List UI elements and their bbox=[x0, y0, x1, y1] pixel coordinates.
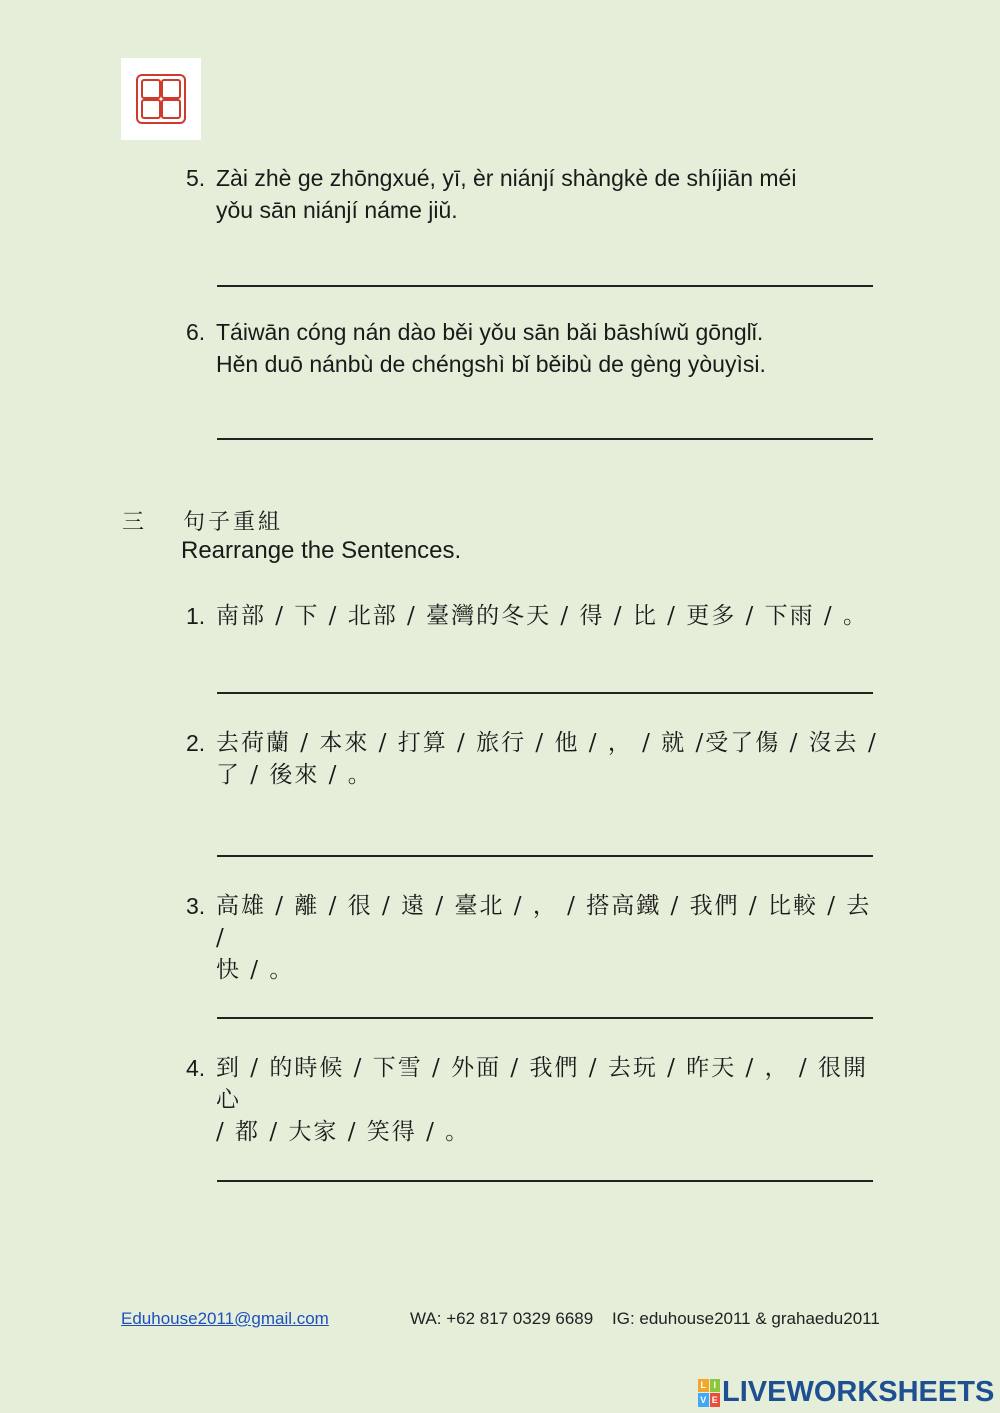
answer-line-5[interactable] bbox=[217, 285, 873, 287]
question-text-line: Táiwān cóng nán dào běi yǒu sān bǎi bāshíwǔ gōnglǐ. bbox=[216, 319, 764, 345]
liveworksheets-text: LIVEWORKSHEETS bbox=[722, 1376, 995, 1408]
question-5 bbox=[186, 162, 886, 226]
answer-line-6[interactable] bbox=[217, 438, 873, 440]
question-text-line: 高雄 / 離 / 很 / 遠 / 臺北 / ， / 搭高鐵 / 我們 / 比較 / 去 / bbox=[216, 893, 872, 951]
question-text-line: / 都 / 大家 / 笑得 / 。 bbox=[216, 1119, 471, 1145]
question-text-line: 去荷蘭 / 本來 / 打算 / 旅行 / 他 / ， / 就 /受了傷 / 沒去 / bbox=[216, 730, 878, 756]
rearrange-item-1 bbox=[186, 600, 886, 632]
rearrange-item-2 bbox=[186, 727, 886, 791]
question-text-line: yǒu sān niánjí náme jiǔ. bbox=[216, 197, 458, 223]
section-number: 三 bbox=[122, 510, 147, 535]
section-title-chinese: 句子重組 bbox=[183, 510, 284, 535]
question-text-line: 了 / 後來 / 。 bbox=[216, 762, 373, 788]
question-number: 3. bbox=[186, 893, 206, 919]
question-number: 2. bbox=[186, 730, 206, 756]
answer-line-r2[interactable] bbox=[217, 855, 873, 857]
answer-line-r4[interactable] bbox=[217, 1180, 873, 1182]
rearrange-item-3 bbox=[186, 890, 886, 986]
liveworksheets-watermark bbox=[698, 1376, 994, 1409]
question-text-line: Hěn duō nánbù de chéngshì bǐ běibù de gèng yòuyìsi. bbox=[216, 351, 766, 377]
question-6 bbox=[186, 316, 886, 380]
contact-instagram: IG: eduhouse2011 & grahaedu2011 bbox=[612, 1309, 880, 1328]
question-number: 4. bbox=[186, 1055, 206, 1081]
question-text-line: 到 / 的時候 / 下雪 / 外面 / 我們 / 去玩 / 昨天 / ， / 很開心 bbox=[216, 1055, 868, 1113]
answer-line-r1[interactable] bbox=[217, 692, 873, 694]
question-number: 6. bbox=[186, 319, 206, 345]
rearrange-item-4 bbox=[186, 1052, 886, 1148]
section-title-english: Rearrange the Sentences. bbox=[181, 537, 462, 564]
liveworksheets-icon: L I V E bbox=[698, 1379, 720, 1407]
question-text-line: 快 / 。 bbox=[216, 957, 295, 983]
question-text-line: 南部 / 下 / 北部 / 臺灣的冬天 / 得 / 比 / 更多 / 下雨 / 。 bbox=[216, 603, 868, 629]
contact-email-link[interactable]: Eduhouse2011@gmail.com bbox=[121, 1309, 329, 1328]
question-number: 5. bbox=[186, 165, 206, 191]
contact-whatsapp: WA: +62 817 0329 6689 bbox=[410, 1309, 594, 1328]
answer-line-r3[interactable] bbox=[217, 1017, 873, 1019]
seal-icon bbox=[136, 74, 186, 124]
question-text-line: Zài zhè ge zhōngxué, yī, èr niánjí shàngkè de shíjiān méi bbox=[216, 165, 797, 191]
school-logo bbox=[121, 58, 201, 140]
question-number: 1. bbox=[186, 603, 206, 629]
